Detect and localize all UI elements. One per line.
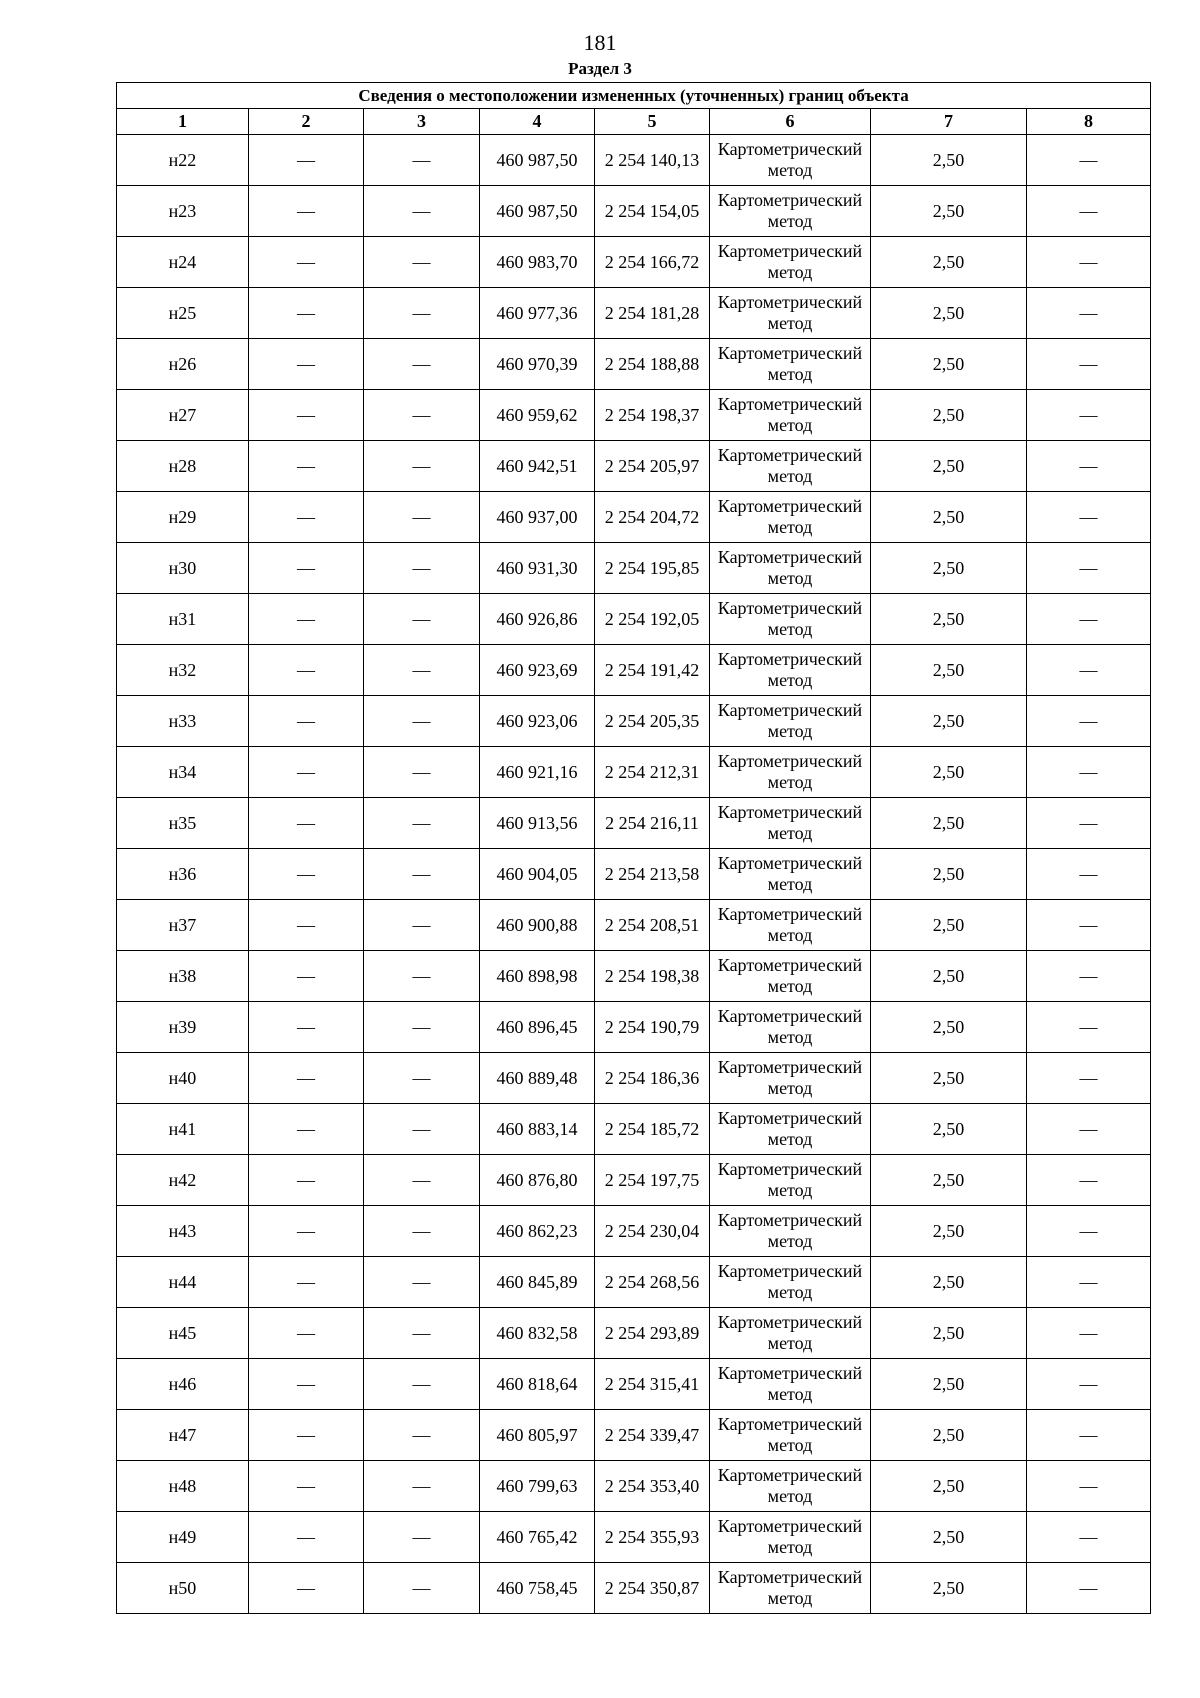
point-name-cell: н27 xyxy=(117,390,249,441)
method-cell: Картометрический метод xyxy=(710,849,871,900)
x-coordinate-cell: 460 832,58 xyxy=(480,1308,595,1359)
table-row xyxy=(117,747,1151,798)
table-row xyxy=(117,849,1151,900)
table-row xyxy=(117,1461,1151,1512)
x-coordinate-cell: 460 799,63 xyxy=(480,1461,595,1512)
col2-cell: — xyxy=(249,237,364,288)
table-row xyxy=(117,492,1151,543)
y-coordinate-cell: 2 254 213,58 xyxy=(595,849,710,900)
col2-cell: — xyxy=(249,1002,364,1053)
y-coordinate-cell: 2 254 185,72 xyxy=(595,1104,710,1155)
col8-cell: — xyxy=(1027,645,1151,696)
col2-cell: — xyxy=(249,492,364,543)
accuracy-cell: 2,50 xyxy=(871,1512,1027,1563)
col3-cell: — xyxy=(364,1563,480,1614)
col3-cell: — xyxy=(364,390,480,441)
y-coordinate-cell: 2 254 191,42 xyxy=(595,645,710,696)
col2-cell: — xyxy=(249,798,364,849)
method-cell: Картометрический метод xyxy=(710,1206,871,1257)
point-name-cell: н42 xyxy=(117,1155,249,1206)
point-name-cell: н26 xyxy=(117,339,249,390)
method-cell: Картометрический метод xyxy=(710,1410,871,1461)
col8-cell: — xyxy=(1027,1053,1151,1104)
table-row xyxy=(117,237,1151,288)
point-name-cell: н34 xyxy=(117,747,249,798)
accuracy-cell: 2,50 xyxy=(871,849,1027,900)
col3-cell: — xyxy=(364,645,480,696)
col8-cell: — xyxy=(1027,1206,1151,1257)
table-row xyxy=(117,645,1151,696)
method-cell: Картометрический метод xyxy=(710,1002,871,1053)
table-row xyxy=(117,1053,1151,1104)
col3-cell: — xyxy=(364,1104,480,1155)
column-header: 4 xyxy=(480,109,595,135)
table-caption: Сведения о местоположении измененных (уточненных) границ объекта xyxy=(117,83,1151,109)
point-name-cell: н36 xyxy=(117,849,249,900)
x-coordinate-cell: 460 987,50 xyxy=(480,186,595,237)
table-row xyxy=(117,1308,1151,1359)
col2-cell: — xyxy=(249,339,364,390)
col2-cell: — xyxy=(249,186,364,237)
table-row xyxy=(117,339,1151,390)
y-coordinate-cell: 2 254 205,35 xyxy=(595,696,710,747)
y-coordinate-cell: 2 254 181,28 xyxy=(595,288,710,339)
col3-cell: — xyxy=(364,186,480,237)
table-body xyxy=(117,135,1151,1614)
y-coordinate-cell: 2 254 195,85 xyxy=(595,543,710,594)
x-coordinate-cell: 460 970,39 xyxy=(480,339,595,390)
accuracy-cell: 2,50 xyxy=(871,747,1027,798)
point-name-cell: н32 xyxy=(117,645,249,696)
column-header: 6 xyxy=(710,109,871,135)
y-coordinate-cell: 2 254 190,79 xyxy=(595,1002,710,1053)
table-row xyxy=(117,441,1151,492)
y-coordinate-cell: 2 254 353,40 xyxy=(595,1461,710,1512)
accuracy-cell: 2,50 xyxy=(871,900,1027,951)
accuracy-cell: 2,50 xyxy=(871,1002,1027,1053)
method-cell: Картометрический метод xyxy=(710,1563,871,1614)
col8-cell: — xyxy=(1027,1155,1151,1206)
accuracy-cell: 2,50 xyxy=(871,543,1027,594)
method-cell: Картометрический метод xyxy=(710,441,871,492)
col2-cell: — xyxy=(249,1563,364,1614)
col3-cell: — xyxy=(364,1002,480,1053)
col3-cell: — xyxy=(364,798,480,849)
accuracy-cell: 2,50 xyxy=(871,135,1027,186)
col2-cell: — xyxy=(249,1359,364,1410)
col3-cell: — xyxy=(364,1359,480,1410)
table-row xyxy=(117,900,1151,951)
x-coordinate-cell: 460 942,51 xyxy=(480,441,595,492)
col8-cell: — xyxy=(1027,1257,1151,1308)
col8-cell: — xyxy=(1027,543,1151,594)
col2-cell: — xyxy=(249,390,364,441)
x-coordinate-cell: 460 959,62 xyxy=(480,390,595,441)
accuracy-cell: 2,50 xyxy=(871,1104,1027,1155)
col2-cell: — xyxy=(249,1053,364,1104)
point-name-cell: н29 xyxy=(117,492,249,543)
col2-cell: — xyxy=(249,135,364,186)
col3-cell: — xyxy=(364,237,480,288)
table-row xyxy=(117,1512,1151,1563)
x-coordinate-cell: 460 937,00 xyxy=(480,492,595,543)
point-name-cell: н37 xyxy=(117,900,249,951)
accuracy-cell: 2,50 xyxy=(871,339,1027,390)
method-cell: Картометрический метод xyxy=(710,645,871,696)
accuracy-cell: 2,50 xyxy=(871,696,1027,747)
table-row xyxy=(117,1206,1151,1257)
y-coordinate-cell: 2 254 192,05 xyxy=(595,594,710,645)
accuracy-cell: 2,50 xyxy=(871,1053,1027,1104)
x-coordinate-cell: 460 896,45 xyxy=(480,1002,595,1053)
method-cell: Картометрический метод xyxy=(710,288,871,339)
col8-cell: — xyxy=(1027,696,1151,747)
col8-cell: — xyxy=(1027,288,1151,339)
x-coordinate-cell: 460 923,06 xyxy=(480,696,595,747)
col3-cell: — xyxy=(364,594,480,645)
col3-cell: — xyxy=(364,543,480,594)
point-name-cell: н49 xyxy=(117,1512,249,1563)
col2-cell: — xyxy=(249,1104,364,1155)
table-row xyxy=(117,594,1151,645)
table-row xyxy=(117,1359,1151,1410)
method-cell: Картометрический метод xyxy=(710,1053,871,1104)
col2-cell: — xyxy=(249,1461,364,1512)
accuracy-cell: 2,50 xyxy=(871,1206,1027,1257)
y-coordinate-cell: 2 254 140,13 xyxy=(595,135,710,186)
col2-cell: — xyxy=(249,288,364,339)
accuracy-cell: 2,50 xyxy=(871,1308,1027,1359)
point-name-cell: н33 xyxy=(117,696,249,747)
x-coordinate-cell: 460 983,70 xyxy=(480,237,595,288)
y-coordinate-cell: 2 254 205,97 xyxy=(595,441,710,492)
method-cell: Картометрический метод xyxy=(710,186,871,237)
y-coordinate-cell: 2 254 197,75 xyxy=(595,1155,710,1206)
table-row xyxy=(117,798,1151,849)
col2-cell: — xyxy=(249,543,364,594)
method-cell: Картометрический метод xyxy=(710,1359,871,1410)
method-cell: Картометрический метод xyxy=(710,1257,871,1308)
method-cell: Картометрический метод xyxy=(710,594,871,645)
x-coordinate-cell: 460 898,98 xyxy=(480,951,595,1002)
coordinates-table xyxy=(116,82,1151,1614)
column-header: 5 xyxy=(595,109,710,135)
point-name-cell: н44 xyxy=(117,1257,249,1308)
table-row xyxy=(117,1155,1151,1206)
x-coordinate-cell: 460 931,30 xyxy=(480,543,595,594)
accuracy-cell: 2,50 xyxy=(871,288,1027,339)
col3-cell: — xyxy=(364,288,480,339)
method-cell: Картометрический метод xyxy=(710,1512,871,1563)
col8-cell: — xyxy=(1027,1359,1151,1410)
x-coordinate-cell: 460 926,86 xyxy=(480,594,595,645)
point-name-cell: н45 xyxy=(117,1308,249,1359)
x-coordinate-cell: 460 921,16 xyxy=(480,747,595,798)
column-header: 8 xyxy=(1027,109,1151,135)
method-cell: Картометрический метод xyxy=(710,339,871,390)
col8-cell: — xyxy=(1027,1461,1151,1512)
point-name-cell: н38 xyxy=(117,951,249,1002)
accuracy-cell: 2,50 xyxy=(871,951,1027,1002)
col3-cell: — xyxy=(364,1308,480,1359)
table-row xyxy=(117,543,1151,594)
table-row xyxy=(117,1563,1151,1614)
point-name-cell: н41 xyxy=(117,1104,249,1155)
y-coordinate-cell: 2 254 339,47 xyxy=(595,1410,710,1461)
column-header: 7 xyxy=(871,109,1027,135)
y-coordinate-cell: 2 254 315,41 xyxy=(595,1359,710,1410)
y-coordinate-cell: 2 254 198,38 xyxy=(595,951,710,1002)
col8-cell: — xyxy=(1027,594,1151,645)
method-cell: Картометрический метод xyxy=(710,543,871,594)
y-coordinate-cell: 2 254 293,89 xyxy=(595,1308,710,1359)
accuracy-cell: 2,50 xyxy=(871,492,1027,543)
accuracy-cell: 2,50 xyxy=(871,441,1027,492)
x-coordinate-cell: 460 923,69 xyxy=(480,645,595,696)
col3-cell: — xyxy=(364,1257,480,1308)
y-coordinate-cell: 2 254 355,93 xyxy=(595,1512,710,1563)
section-title: Раздел 3 xyxy=(568,59,632,78)
col3-cell: — xyxy=(364,492,480,543)
x-coordinate-cell: 460 889,48 xyxy=(480,1053,595,1104)
x-coordinate-cell: 460 758,45 xyxy=(480,1563,595,1614)
point-name-cell: н46 xyxy=(117,1359,249,1410)
table-row xyxy=(117,1257,1151,1308)
method-cell: Картометрический метод xyxy=(710,390,871,441)
accuracy-cell: 2,50 xyxy=(871,1461,1027,1512)
col8-cell: — xyxy=(1027,747,1151,798)
col3-cell: — xyxy=(364,1206,480,1257)
point-name-cell: н47 xyxy=(117,1410,249,1461)
col2-cell: — xyxy=(249,594,364,645)
method-cell: Картометрический метод xyxy=(710,951,871,1002)
point-name-cell: н23 xyxy=(117,186,249,237)
page-number: 181 xyxy=(583,30,617,55)
y-coordinate-cell: 2 254 188,88 xyxy=(595,339,710,390)
method-cell: Картометрический метод xyxy=(710,492,871,543)
y-coordinate-cell: 2 254 216,11 xyxy=(595,798,710,849)
col2-cell: — xyxy=(249,951,364,1002)
col8-cell: — xyxy=(1027,237,1151,288)
method-cell: Картометрический метод xyxy=(710,1155,871,1206)
col8-cell: — xyxy=(1027,390,1151,441)
point-name-cell: н50 xyxy=(117,1563,249,1614)
table-row xyxy=(117,288,1151,339)
method-cell: Картометрический метод xyxy=(710,1308,871,1359)
accuracy-cell: 2,50 xyxy=(871,645,1027,696)
x-coordinate-cell: 460 913,56 xyxy=(480,798,595,849)
col8-cell: — xyxy=(1027,1308,1151,1359)
col8-cell: — xyxy=(1027,186,1151,237)
x-coordinate-cell: 460 900,88 xyxy=(480,900,595,951)
method-cell: Картометрический метод xyxy=(710,798,871,849)
accuracy-cell: 2,50 xyxy=(871,186,1027,237)
accuracy-cell: 2,50 xyxy=(871,1257,1027,1308)
col8-cell: — xyxy=(1027,1104,1151,1155)
col3-cell: — xyxy=(364,1512,480,1563)
col3-cell: — xyxy=(364,696,480,747)
method-cell: Картометрический метод xyxy=(710,900,871,951)
col2-cell: — xyxy=(249,900,364,951)
x-coordinate-cell: 460 883,14 xyxy=(480,1104,595,1155)
accuracy-cell: 2,50 xyxy=(871,1359,1027,1410)
col2-cell: — xyxy=(249,1410,364,1461)
col8-cell: — xyxy=(1027,339,1151,390)
col3-cell: — xyxy=(364,1410,480,1461)
point-name-cell: н31 xyxy=(117,594,249,645)
accuracy-cell: 2,50 xyxy=(871,594,1027,645)
x-coordinate-cell: 460 904,05 xyxy=(480,849,595,900)
accuracy-cell: 2,50 xyxy=(871,1155,1027,1206)
y-coordinate-cell: 2 254 268,56 xyxy=(595,1257,710,1308)
method-cell: Картометрический метод xyxy=(710,135,871,186)
col3-cell: — xyxy=(364,849,480,900)
point-name-cell: н28 xyxy=(117,441,249,492)
col3-cell: — xyxy=(364,339,480,390)
point-name-cell: н43 xyxy=(117,1206,249,1257)
column-header: 1 xyxy=(117,109,249,135)
col2-cell: — xyxy=(249,1512,364,1563)
column-header: 2 xyxy=(249,109,364,135)
col8-cell: — xyxy=(1027,441,1151,492)
y-coordinate-cell: 2 254 212,31 xyxy=(595,747,710,798)
method-cell: Картометрический метод xyxy=(710,1104,871,1155)
point-name-cell: н24 xyxy=(117,237,249,288)
point-name-cell: н25 xyxy=(117,288,249,339)
table-row xyxy=(117,696,1151,747)
accuracy-cell: 2,50 xyxy=(871,798,1027,849)
table-row xyxy=(117,1104,1151,1155)
col2-cell: — xyxy=(249,1155,364,1206)
y-coordinate-cell: 2 254 186,36 xyxy=(595,1053,710,1104)
col3-cell: — xyxy=(364,951,480,1002)
point-name-cell: н40 xyxy=(117,1053,249,1104)
col8-cell: — xyxy=(1027,951,1151,1002)
col2-cell: — xyxy=(249,849,364,900)
method-cell: Картометрический метод xyxy=(710,1461,871,1512)
col8-cell: — xyxy=(1027,1563,1151,1614)
method-cell: Картометрический метод xyxy=(710,237,871,288)
col8-cell: — xyxy=(1027,798,1151,849)
accuracy-cell: 2,50 xyxy=(871,1410,1027,1461)
point-name-cell: н48 xyxy=(117,1461,249,1512)
col3-cell: — xyxy=(364,135,480,186)
column-header: 3 xyxy=(364,109,480,135)
accuracy-cell: 2,50 xyxy=(871,237,1027,288)
x-coordinate-cell: 460 977,36 xyxy=(480,288,595,339)
col2-cell: — xyxy=(249,696,364,747)
col3-cell: — xyxy=(364,1461,480,1512)
x-coordinate-cell: 460 876,80 xyxy=(480,1155,595,1206)
table-row xyxy=(117,951,1151,1002)
col3-cell: — xyxy=(364,1155,480,1206)
table-row xyxy=(117,135,1151,186)
x-coordinate-cell: 460 765,42 xyxy=(480,1512,595,1563)
header-row xyxy=(117,109,1151,135)
table-row xyxy=(117,1002,1151,1053)
y-coordinate-cell: 2 254 198,37 xyxy=(595,390,710,441)
col2-cell: — xyxy=(249,645,364,696)
col3-cell: — xyxy=(364,747,480,798)
col2-cell: — xyxy=(249,1308,364,1359)
x-coordinate-cell: 460 805,97 xyxy=(480,1410,595,1461)
y-coordinate-cell: 2 254 230,04 xyxy=(595,1206,710,1257)
col2-cell: — xyxy=(249,747,364,798)
col2-cell: — xyxy=(249,441,364,492)
x-coordinate-cell: 460 845,89 xyxy=(480,1257,595,1308)
col8-cell: — xyxy=(1027,1512,1151,1563)
x-coordinate-cell: 460 818,64 xyxy=(480,1359,595,1410)
table-row xyxy=(117,1410,1151,1461)
y-coordinate-cell: 2 254 204,72 xyxy=(595,492,710,543)
table-row xyxy=(117,186,1151,237)
point-name-cell: н22 xyxy=(117,135,249,186)
col8-cell: — xyxy=(1027,1002,1151,1053)
method-cell: Картометрический метод xyxy=(710,747,871,798)
y-coordinate-cell: 2 254 154,05 xyxy=(595,186,710,237)
col2-cell: — xyxy=(249,1257,364,1308)
col3-cell: — xyxy=(364,900,480,951)
col2-cell: — xyxy=(249,1206,364,1257)
point-name-cell: н35 xyxy=(117,798,249,849)
x-coordinate-cell: 460 987,50 xyxy=(480,135,595,186)
table-row xyxy=(117,390,1151,441)
y-coordinate-cell: 2 254 350,87 xyxy=(595,1563,710,1614)
y-coordinate-cell: 2 254 166,72 xyxy=(595,237,710,288)
col8-cell: — xyxy=(1027,849,1151,900)
col8-cell: — xyxy=(1027,492,1151,543)
point-name-cell: н30 xyxy=(117,543,249,594)
col8-cell: — xyxy=(1027,1410,1151,1461)
col8-cell: — xyxy=(1027,900,1151,951)
point-name-cell: н39 xyxy=(117,1002,249,1053)
x-coordinate-cell: 460 862,23 xyxy=(480,1206,595,1257)
col8-cell: — xyxy=(1027,135,1151,186)
y-coordinate-cell: 2 254 208,51 xyxy=(595,900,710,951)
method-cell: Картометрический метод xyxy=(710,696,871,747)
col3-cell: — xyxy=(364,1053,480,1104)
accuracy-cell: 2,50 xyxy=(871,1563,1027,1614)
accuracy-cell: 2,50 xyxy=(871,390,1027,441)
col3-cell: — xyxy=(364,441,480,492)
